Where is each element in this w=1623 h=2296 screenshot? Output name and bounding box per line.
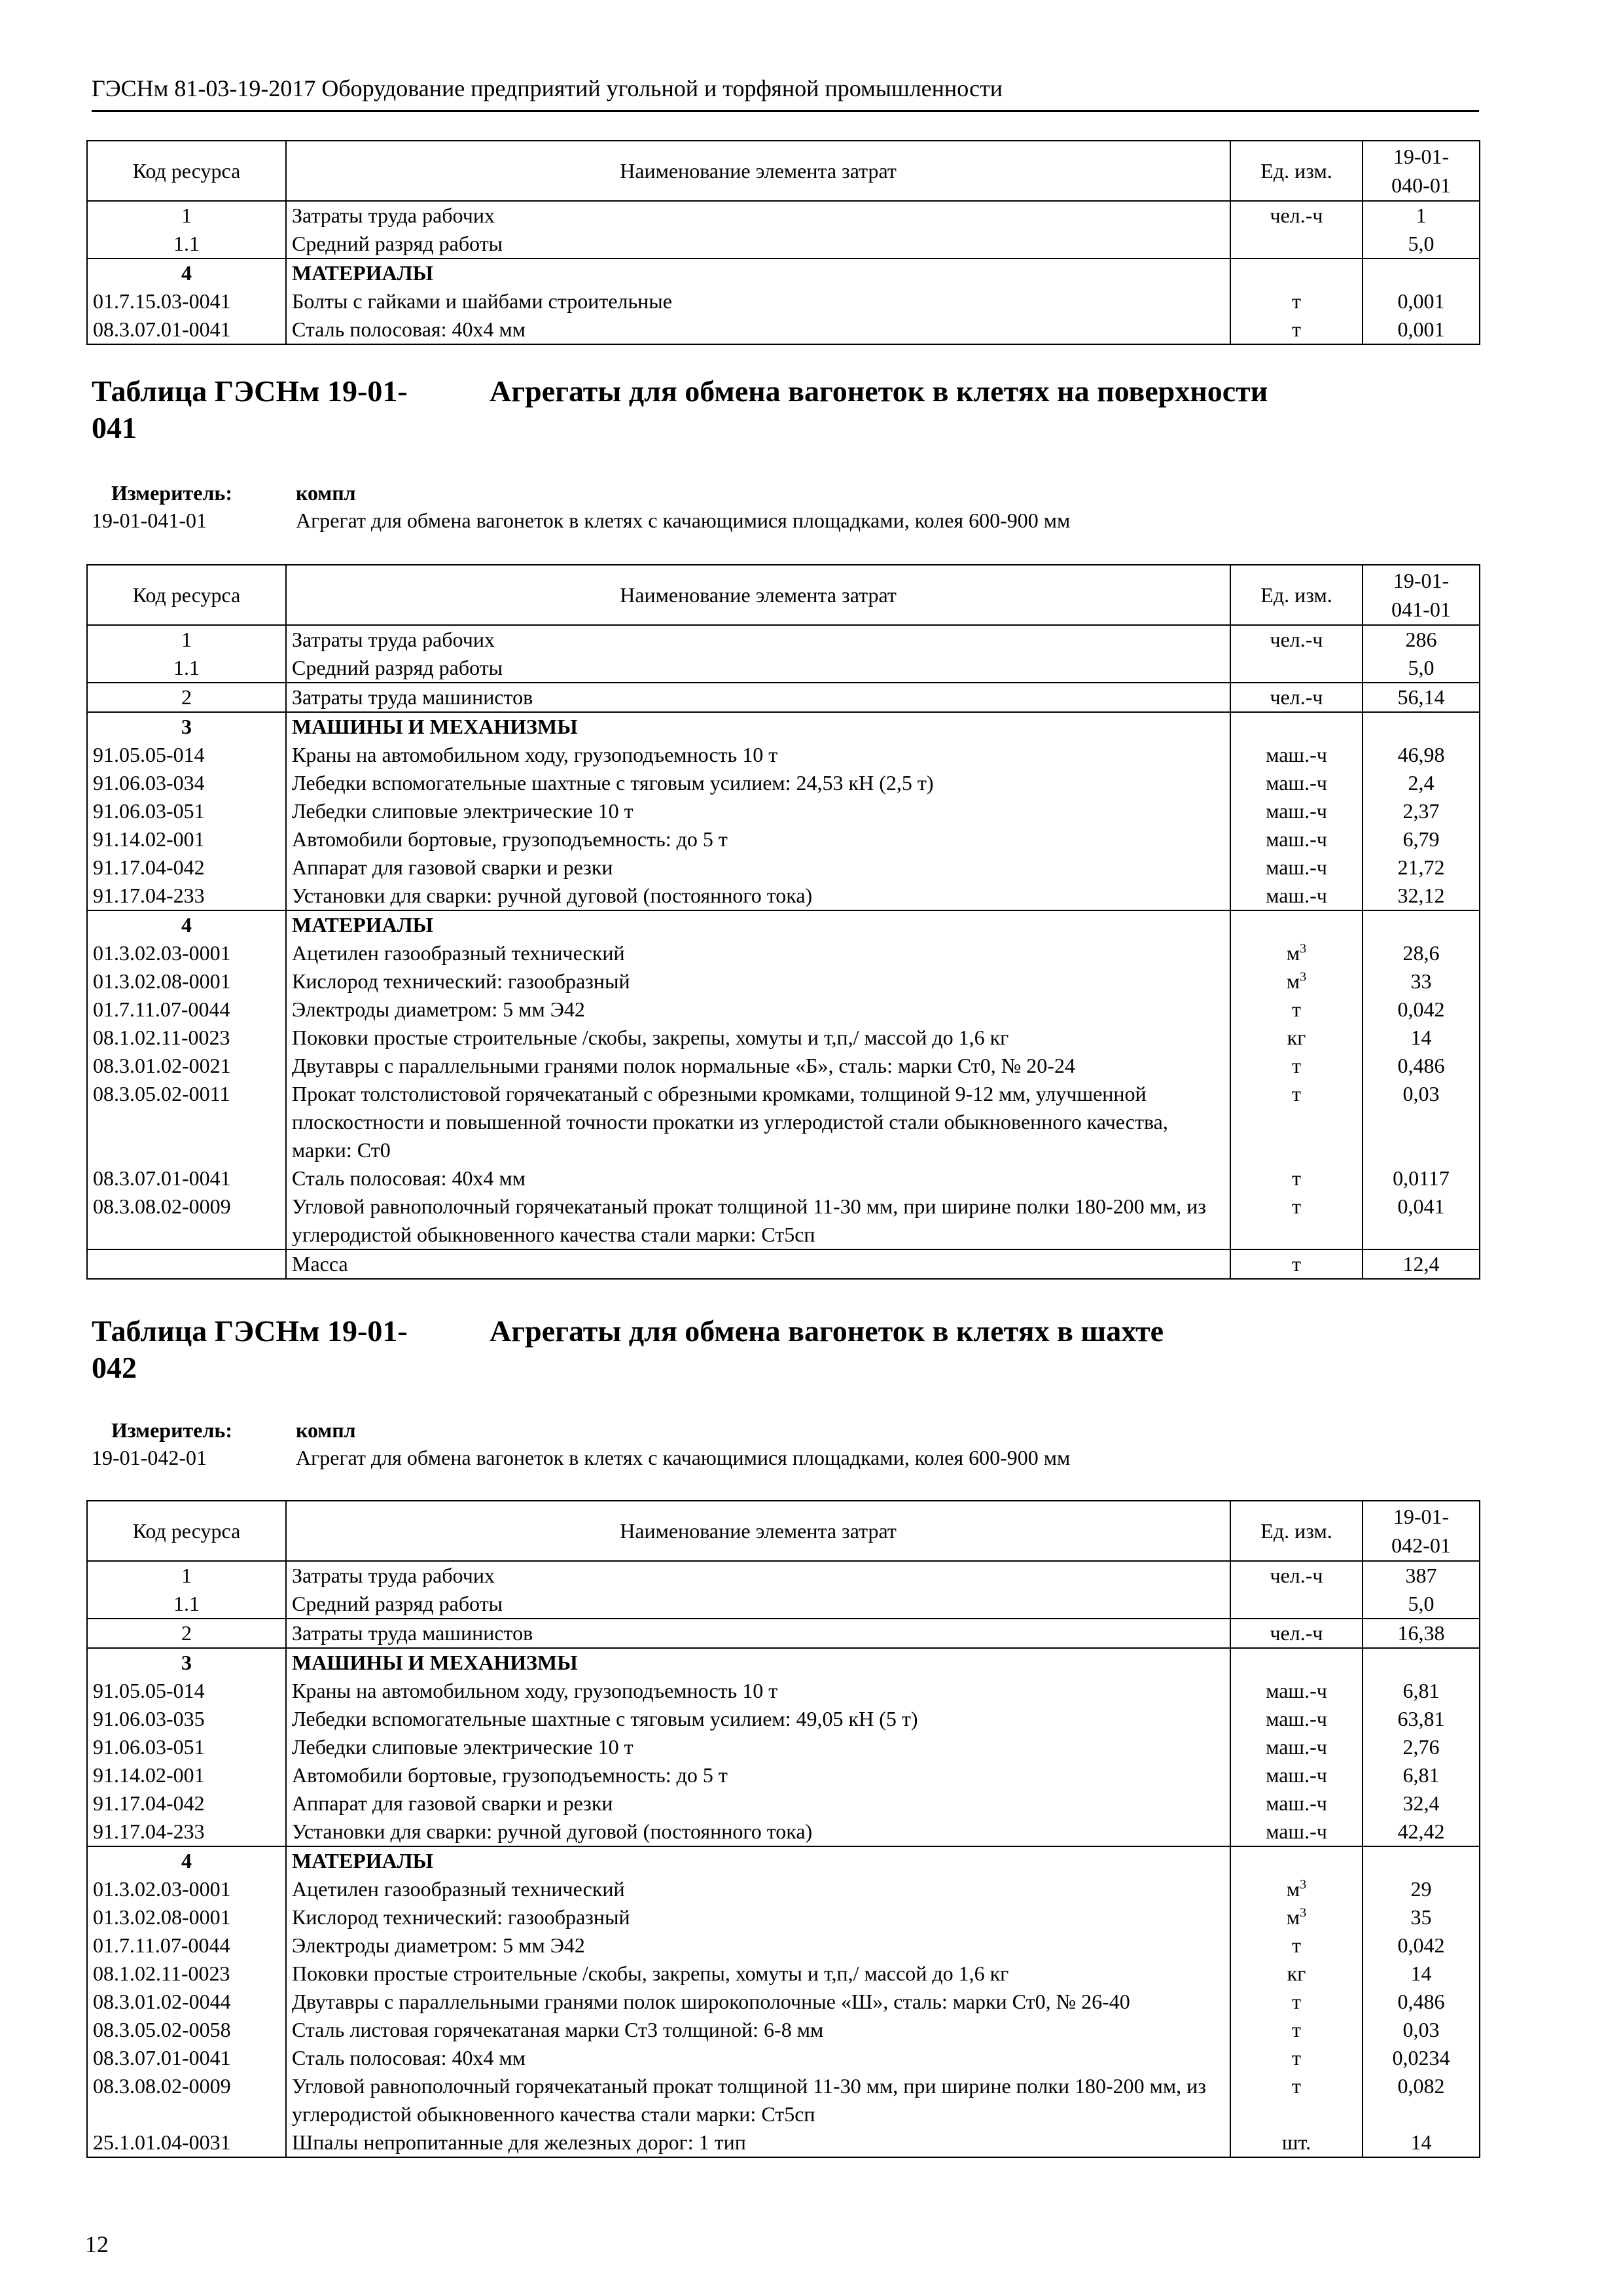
resource-name: МАТЕРИАЛЫ (286, 259, 1230, 287)
header-column-code-l2: 042-01 (1391, 1534, 1451, 1557)
resource-name: Аппарат для газовой сварки и резки (286, 1789, 1230, 1818)
resource-unit: $м^3$ (1230, 967, 1363, 996)
resource-name: Сталь листовая горячекатаная марки Ст3 толщиной: 6-8 мм (286, 2016, 1230, 2044)
resource-unit: чел.-ч (1230, 683, 1363, 712)
resource-code: 91.05.05-014 (87, 741, 286, 769)
resource-code: 3 (87, 1648, 286, 1677)
resource-value: 6,81 (1363, 1677, 1480, 1705)
resource-value: 6,79 (1363, 825, 1480, 853)
resource-value: 46,98 (1363, 741, 1480, 769)
table-041-number-l2: 041 (92, 411, 137, 444)
resource-name: Сталь полосовая: 40х4 мм (286, 1164, 1230, 1193)
header-column-code-l1: 19-01- (1393, 1505, 1450, 1528)
table-row (87, 259, 1480, 287)
table-row (87, 1903, 1480, 1931)
header-text: ГЭСНм 81-03-19-2017 Оборудование предприятий угольной и торфяной промышленности (92, 75, 1003, 101)
header-column-code-l2: 041-01 (1391, 598, 1451, 621)
resource-code: 25.1.01.04-0031 (87, 2128, 286, 2157)
resource-value (1363, 259, 1480, 287)
resource-code: 1 (87, 1561, 286, 1590)
table-row (87, 1931, 1480, 1960)
resource-name: Двутавры с параллельными гранями полок широкополочные «Ш», сталь: марки Ст0, № 26-40 (286, 1988, 1230, 2016)
resource-name: Затраты труда рабочих (286, 1561, 1230, 1590)
page-number: 12 (85, 2231, 109, 2257)
resource-unit: т (1230, 1988, 1363, 2016)
resource-value: 0,03 (1363, 2016, 1480, 2044)
resource-unit: $м^3$ (1230, 1875, 1363, 1903)
resource-name: Ацетилен газообразный технический (286, 939, 1230, 967)
resource-value (1363, 1648, 1480, 1677)
header-code: Код ресурса (87, 565, 286, 625)
resource-code: 01.7.11.07-0044 (87, 996, 286, 1024)
resource-value: 32,4 (1363, 1789, 1480, 1818)
resource-name: МАТЕРИАЛЫ (286, 910, 1230, 939)
resource-unit: маш.-ч (1230, 1818, 1363, 1846)
resource-code: 01.3.02.08-0001 (87, 1903, 286, 1931)
resource-unit: маш.-ч (1230, 882, 1363, 910)
measure-label: Измеритель: (111, 1418, 232, 1442)
resource-unit (1230, 654, 1363, 683)
resource-code: 08.3.05.02-0011 (87, 1080, 286, 1164)
resource-name: Автомобили бортовые, грузоподъемность: до 5 т (286, 825, 1230, 853)
resource-value: 5,0 (1363, 230, 1480, 259)
resource-code: 1.1 (87, 654, 286, 683)
resource-value (1363, 910, 1480, 939)
table-row (87, 741, 1480, 769)
resource-code: 08.3.07.01-0041 (87, 2044, 286, 2072)
table-row (87, 853, 1480, 882)
resource-name: МАТЕРИАЛЫ (286, 1846, 1230, 1875)
table-row (87, 2044, 1480, 2072)
resource-unit: маш.-ч (1230, 1677, 1363, 1705)
resource-value: 1 (1363, 201, 1480, 230)
resource-unit (1230, 1648, 1363, 1677)
resource-value: 0,001 (1363, 315, 1480, 344)
resource-value: 16,38 (1363, 1619, 1480, 1648)
resource-value: 28,6 (1363, 939, 1480, 967)
table-row (87, 683, 1480, 712)
resource-unit: т (1230, 287, 1363, 315)
resource-code: 08.3.07.01-0041 (87, 1164, 286, 1193)
resource-unit: т (1230, 996, 1363, 1024)
table-row (87, 1846, 1480, 1875)
header-unit: Ед. изм. (1230, 1501, 1363, 1561)
table-041-number-l1: Таблица ГЭСНм 19-01- (92, 374, 408, 408)
resource-code: 08.3.05.02-0058 (87, 2016, 286, 2044)
resource-name: Угловой равнополочный горячекатаный прокат толщиной 11-30 мм, при ширине полки 180-200 мм, из углеродистой обыкновенного качества стали марки: Ст5сп (286, 2072, 1230, 2128)
header-column-code-l1: 19-01- (1393, 569, 1450, 592)
resource-value: 12,4 (1363, 1249, 1480, 1279)
resource-value: 35 (1363, 1903, 1480, 1931)
header-column-code (1363, 141, 1480, 201)
resource-name: Затраты труда машинистов (286, 683, 1230, 712)
resource-name: Лебедки слиповые электрические 10 т (286, 797, 1230, 825)
table-row (87, 2128, 1480, 2157)
resource-code: 2 (87, 1619, 286, 1648)
resource-code: 1 (87, 201, 286, 230)
resource-code: 01.3.02.03-0001 (87, 939, 286, 967)
resource-name: Двутавры с параллельными гранями полок нормальные «Б», сталь: марки Ст0, № 20-24 (286, 1052, 1230, 1080)
resource-name: Краны на автомобильном ходу, грузоподъемность 10 т (286, 1677, 1230, 1705)
resource-value: 0,082 (1363, 2072, 1480, 2128)
resource-name: Аппарат для газовой сварки и резки (286, 853, 1230, 882)
table-row (87, 1875, 1480, 1903)
table-042-number-l1: Таблица ГЭСНм 19-01- (92, 1314, 408, 1348)
table-row (87, 2072, 1480, 2128)
header-code: Код ресурса (87, 141, 286, 201)
resource-name: Затраты труда рабочих (286, 625, 1230, 654)
header-unit: Ед. изм. (1230, 565, 1363, 625)
resource-value: 14 (1363, 1024, 1480, 1052)
table-row (87, 1789, 1480, 1818)
table-041-block (86, 564, 1479, 1280)
resource-name: МАШИНЫ И МЕХАНИЗМЫ (286, 712, 1230, 741)
table-042-name: Агрегаты для обмена вагонеток в клетях в шахте (490, 1314, 1164, 1348)
table-row (87, 939, 1480, 967)
resource-unit: т (1230, 1931, 1363, 1960)
table-042-block (86, 1500, 1479, 2158)
table-row (87, 967, 1480, 996)
resource-unit: чел.-ч (1230, 625, 1363, 654)
resource-value: 6,81 (1363, 1761, 1480, 1789)
table-041-name: Агрегаты для обмена вагонеток в клетях на поверхности (490, 374, 1268, 408)
resource-name: Лебедки вспомогательные шахтные с тяговым усилием: 49,05 кН (5 т) (286, 1705, 1230, 1733)
header-name: Наименование элемента затрат (286, 565, 1230, 625)
table-row (87, 1988, 1480, 2016)
header-name: Наименование элемента затрат (286, 1501, 1230, 1561)
resource-name: Затраты труда рабочих (286, 201, 1230, 230)
resource-name: Шпалы непропитанные для железных дорог: 1 тип (286, 2128, 1230, 2157)
table-row (87, 315, 1480, 344)
table-row (87, 287, 1480, 315)
resource-code: 91.06.03-051 (87, 797, 286, 825)
resource-value: 0,486 (1363, 1052, 1480, 1080)
table042-table (86, 1500, 1480, 2158)
resource-unit: т (1230, 2016, 1363, 2044)
measure-value: компл (296, 1418, 356, 1442)
resource-code (87, 1249, 286, 1279)
resource-value: 0,042 (1363, 996, 1480, 1024)
resource-value: 0,042 (1363, 1931, 1480, 1960)
resource-unit: чел.-ч (1230, 1561, 1363, 1590)
resource-unit: кг (1230, 1960, 1363, 1988)
table-row (87, 1024, 1480, 1052)
resource-code: 08.1.02.11-0023 (87, 1960, 286, 1988)
resource-value: 42,42 (1363, 1818, 1480, 1846)
table-row (87, 1761, 1480, 1789)
table-row (87, 797, 1480, 825)
table-row (87, 625, 1480, 654)
resource-code: 4 (87, 910, 286, 939)
resource-value: 286 (1363, 625, 1480, 654)
resource-code: 01.3.02.03-0001 (87, 1875, 286, 1903)
resource-unit (1230, 259, 1363, 287)
resource-unit: т (1230, 1080, 1363, 1164)
resource-value: 0,03 (1363, 1080, 1480, 1164)
resource-code: 08.3.07.01-0041 (87, 315, 286, 344)
resource-unit: т (1230, 1249, 1363, 1279)
table-row (87, 769, 1480, 797)
resource-unit: маш.-ч (1230, 1733, 1363, 1761)
resource-code: 2 (87, 683, 286, 712)
resource-code: 4 (87, 1846, 286, 1875)
resource-value: 21,72 (1363, 853, 1480, 882)
resource-code: 08.3.01.02-0044 (87, 1988, 286, 2016)
resource-unit (1230, 230, 1363, 259)
resource-name: Средний разряд работы (286, 230, 1230, 259)
resource-unit: $м^3$ (1230, 1903, 1363, 1931)
resource-name: Сталь полосовая: 40х4 мм (286, 315, 1230, 344)
resource-unit: т (1230, 1193, 1363, 1249)
resource-value: 2,37 (1363, 797, 1480, 825)
resource-unit: маш.-ч (1230, 853, 1363, 882)
resource-name: Кислород технический: газообразный (286, 1903, 1230, 1931)
table040-table (86, 140, 1480, 345)
resource-name: Кислород технический: газообразный (286, 967, 1230, 996)
resource-name: Болты с гайками и шайбами строительные (286, 287, 1230, 315)
table-row (87, 1818, 1480, 1846)
resource-name: Лебедки слиповые электрические 10 т (286, 1733, 1230, 1761)
table-row (87, 1052, 1480, 1080)
table-row (87, 910, 1480, 939)
resource-code: 91.17.04-233 (87, 882, 286, 910)
table-row (87, 882, 1480, 910)
table-row (87, 1249, 1480, 1279)
resource-unit: т (1230, 2044, 1363, 2072)
table-row (87, 1619, 1480, 1648)
measure-label: Измеритель: (111, 481, 232, 505)
table-row (87, 1080, 1480, 1164)
resource-unit (1230, 1846, 1363, 1875)
resource-value: 387 (1363, 1561, 1480, 1590)
resource-value (1363, 712, 1480, 741)
header-column-code (1363, 565, 1480, 625)
resource-unit: маш.-ч (1230, 797, 1363, 825)
page-header (92, 75, 1479, 112)
resource-value (1363, 1846, 1480, 1875)
table-042-number-l2: 042 (92, 1351, 137, 1384)
resource-code: 91.06.03-051 (87, 1733, 286, 1761)
resource-name: Сталь полосовая: 40х4 мм (286, 2044, 1230, 2072)
item-code: 19-01-042-01 (92, 1446, 207, 1469)
resource-value: 29 (1363, 1875, 1480, 1903)
resource-name: Электроды диаметром: 5 мм Э42 (286, 1931, 1230, 1960)
item-description: Агрегат для обмена вагонеток в клетях с качающимися площадками, колея 600-900 мм (296, 509, 1071, 532)
resource-name: МАШИНЫ И МЕХАНИЗМЫ (286, 1648, 1230, 1677)
resource-unit: маш.-ч (1230, 769, 1363, 797)
table-header-row (87, 565, 1480, 625)
resource-code: 1 (87, 625, 286, 654)
table-row (87, 712, 1480, 741)
resource-unit (1230, 910, 1363, 939)
resource-code: 91.17.04-042 (87, 1789, 286, 1818)
resource-name: Затраты труда машинистов (286, 1619, 1230, 1648)
table-040-block (86, 140, 1479, 345)
resource-unit (1230, 1590, 1363, 1619)
resource-unit: маш.-ч (1230, 1789, 1363, 1818)
resource-unit: чел.-ч (1230, 1619, 1363, 1648)
resource-value: 0,001 (1363, 287, 1480, 315)
table-row (87, 1705, 1480, 1733)
resource-name: Угловой равнополочный горячекатаный прокат толщиной 11-30 мм, при ширине полки 180-200 мм, из углеродистой обыкновенного качества стали марки: Ст5сп (286, 1193, 1230, 1249)
resource-code: 91.14.02-001 (87, 825, 286, 853)
resource-name: Прокат толстолистовой горячекатаный с обрезными кромками, толщиной 9-12 мм, улучшенной плоскостности и повышенной точности прокатки из углеродистой стали обыкновенного качества, марки: Ст0 (286, 1080, 1230, 1164)
resource-unit: кг (1230, 1024, 1363, 1052)
resource-unit: т (1230, 1164, 1363, 1193)
resource-name: Установки для сварки: ручной дуговой (постоянного тока) (286, 1818, 1230, 1846)
resource-code: 91.06.03-034 (87, 769, 286, 797)
resource-value: 33 (1363, 967, 1480, 996)
resource-value: 0,0117 (1363, 1164, 1480, 1193)
resource-code: 01.7.15.03-0041 (87, 287, 286, 315)
resource-code: 08.1.02.11-0023 (87, 1024, 286, 1052)
table-header-row (87, 1501, 1480, 1561)
resource-code: 3 (87, 712, 286, 741)
resource-unit: т (1230, 315, 1363, 344)
resource-name: Ацетилен газообразный технический (286, 1875, 1230, 1903)
resource-code: 91.17.04-042 (87, 853, 286, 882)
header-column-code-l2: 040-01 (1391, 173, 1451, 197)
table-row (87, 2016, 1480, 2044)
table-row (87, 1648, 1480, 1677)
resource-name: Средний разряд работы (286, 654, 1230, 683)
resource-unit (1230, 712, 1363, 741)
resource-code: 08.3.08.02-0009 (87, 1193, 286, 1249)
table-header-row (87, 141, 1480, 201)
resource-name: Установки для сварки: ручной дуговой (постоянного тока) (286, 882, 1230, 910)
table-row (87, 1164, 1480, 1193)
resource-code: 91.06.03-035 (87, 1705, 286, 1733)
resource-unit: т (1230, 2072, 1363, 2128)
resource-name: Лебедки вспомогательные шахтные с тяговым усилием: 24,53 кН (2,5 т) (286, 769, 1230, 797)
resource-value: 0,486 (1363, 1988, 1480, 2016)
resource-unit: шт. (1230, 2128, 1363, 2157)
resource-value: 56,14 (1363, 683, 1480, 712)
resource-value: 2,76 (1363, 1733, 1480, 1761)
resource-value: 32,12 (1363, 882, 1480, 910)
resource-unit: чел.-ч (1230, 201, 1363, 230)
resource-unit: $м^3$ (1230, 939, 1363, 967)
item-code: 19-01-041-01 (92, 509, 207, 532)
resource-name: Средний разряд работы (286, 1590, 1230, 1619)
resource-value: 63,81 (1363, 1705, 1480, 1733)
resource-code: 1.1 (87, 1590, 286, 1619)
table-row (87, 1960, 1480, 1988)
resource-code: 91.05.05-014 (87, 1677, 286, 1705)
table-row (87, 996, 1480, 1024)
table-row (87, 201, 1480, 230)
header-column-code-l1: 19-01- (1393, 145, 1450, 168)
resource-code: 01.7.11.07-0044 (87, 1931, 286, 1960)
resource-unit: маш.-ч (1230, 1761, 1363, 1789)
measure-value: компл (296, 481, 356, 505)
resource-unit: маш.-ч (1230, 1705, 1363, 1733)
table-row (87, 654, 1480, 683)
header-name: Наименование элемента затрат (286, 141, 1230, 201)
resource-value: 0,041 (1363, 1193, 1480, 1249)
item-description: Агрегат для обмена вагонеток в клетях с качающимися площадками, колея 600-900 мм (296, 1446, 1071, 1469)
resource-code: 1.1 (87, 230, 286, 259)
resource-unit: маш.-ч (1230, 741, 1363, 769)
resource-name: Масса (286, 1249, 1230, 1279)
table-row (87, 1590, 1480, 1619)
resource-code: 91.14.02-001 (87, 1761, 286, 1789)
resource-value: 2,4 (1363, 769, 1480, 797)
resource-name: Электроды диаметром: 5 мм Э42 (286, 996, 1230, 1024)
resource-unit: маш.-ч (1230, 825, 1363, 853)
resource-code: 01.3.02.08-0001 (87, 967, 286, 996)
resource-name: Поковки простые строительные /скобы, закрепы, хомуты и т,п,/ массой до 1,6 кг (286, 1960, 1230, 1988)
table-row (87, 230, 1480, 259)
table-row (87, 1677, 1480, 1705)
resource-name: Автомобили бортовые, грузоподъемность: до 5 т (286, 1761, 1230, 1789)
table-row (87, 825, 1480, 853)
table041-table (86, 564, 1480, 1280)
resource-value: 14 (1363, 1960, 1480, 1988)
resource-code: 4 (87, 259, 286, 287)
resource-code: 08.3.01.02-0021 (87, 1052, 286, 1080)
resource-name: Краны на автомобильном ходу, грузоподъемность 10 т (286, 741, 1230, 769)
table-row (87, 1561, 1480, 1590)
resource-name: Поковки простые строительные /скобы, закрепы, хомуты и т,п,/ массой до 1,6 кг (286, 1024, 1230, 1052)
header-column-code (1363, 1501, 1480, 1561)
header-code: Код ресурса (87, 1501, 286, 1561)
resource-code: 08.3.08.02-0009 (87, 2072, 286, 2128)
header-unit: Ед. изм. (1230, 141, 1363, 201)
resource-value: 5,0 (1363, 1590, 1480, 1619)
table-row (87, 1193, 1480, 1249)
resource-unit: т (1230, 1052, 1363, 1080)
table-row (87, 1733, 1480, 1761)
resource-code: 91.17.04-233 (87, 1818, 286, 1846)
resource-value: 5,0 (1363, 654, 1480, 683)
resource-value: 14 (1363, 2128, 1480, 2157)
resource-value: 0,0234 (1363, 2044, 1480, 2072)
